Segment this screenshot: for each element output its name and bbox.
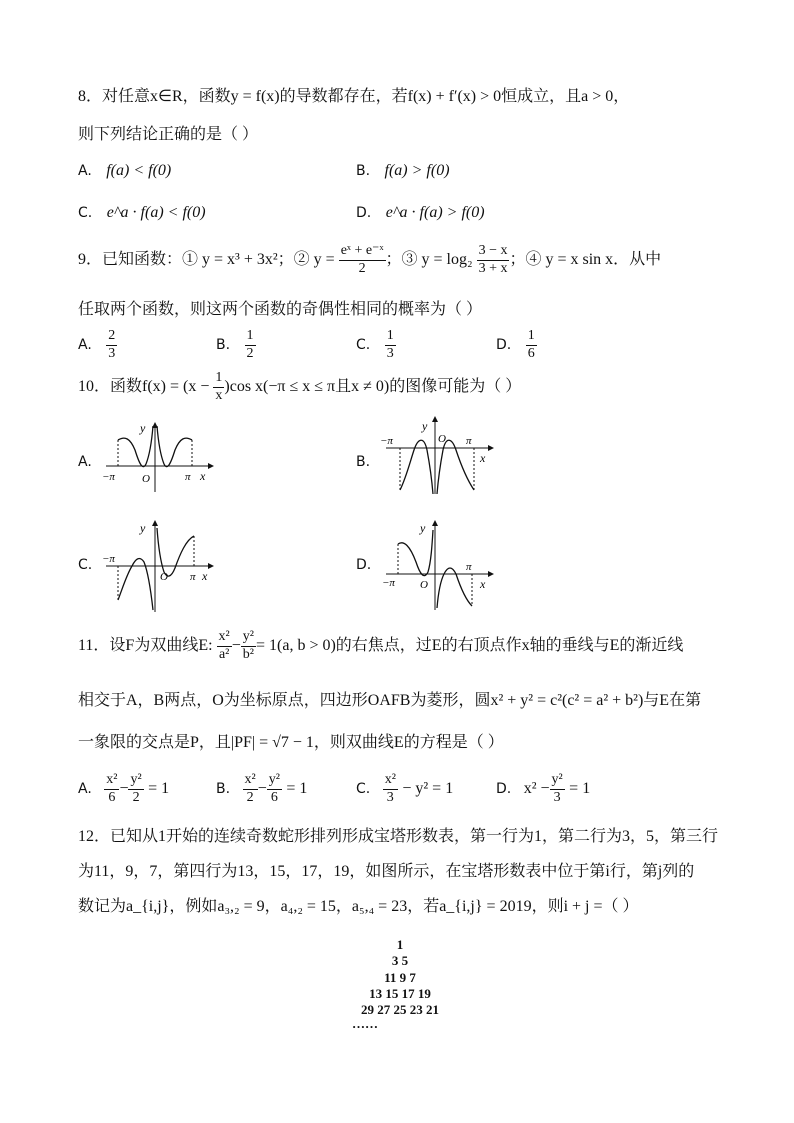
frac-num: 2 bbox=[106, 329, 117, 346]
q9-frac2 bbox=[477, 244, 510, 276]
q11-stem-b: = 1(a, b > 0)的右焦点，过E的右顶点作x轴的垂线与E的渐近线 bbox=[255, 636, 684, 654]
y-axis-arrow bbox=[432, 520, 438, 526]
q11-stem-line2: 相交于A，B两点，O为坐标原点，四边形OAFB为菱形，圆x² + y² = c²(c² = a² + b²)与E在第 bbox=[78, 692, 702, 709]
label-pi: π bbox=[466, 561, 472, 573]
option-frac bbox=[106, 329, 117, 361]
q8-option-a[interactable] bbox=[78, 163, 171, 179]
x-axis-arrow bbox=[208, 463, 214, 469]
option-label: A. bbox=[78, 163, 92, 179]
label-pi: π bbox=[185, 471, 191, 483]
frac-den: 2 bbox=[246, 789, 254, 805]
q10-graph-b bbox=[380, 416, 495, 496]
q8-option-d[interactable] bbox=[356, 205, 485, 221]
option-frac-2 bbox=[128, 773, 143, 805]
q9-option-b[interactable] bbox=[216, 329, 256, 361]
q10-number: 10． bbox=[78, 377, 111, 395]
x-axis-arrow bbox=[488, 445, 494, 451]
frac-num: 1 bbox=[213, 371, 224, 388]
option-text: f(a) > f(0) bbox=[384, 162, 450, 179]
frac-den: b² bbox=[242, 646, 254, 662]
frac-num: x² bbox=[217, 630, 232, 647]
q11-stem bbox=[78, 630, 683, 662]
option-label: C. bbox=[356, 781, 371, 798]
frac-num: x² bbox=[383, 773, 398, 790]
frac-den: 2 bbox=[132, 789, 140, 805]
option-frac bbox=[245, 329, 256, 361]
x-axis-arrow bbox=[208, 563, 214, 569]
q10-graph-a bbox=[100, 418, 215, 496]
option-label: B. bbox=[216, 337, 231, 354]
frac-den: 3 + x bbox=[478, 260, 508, 276]
pyramid-row: 1 bbox=[396, 937, 404, 952]
option-tail: = 1 bbox=[569, 780, 591, 798]
curve-right bbox=[157, 426, 192, 467]
option-frac-1 bbox=[243, 773, 258, 805]
label-x: x bbox=[480, 577, 486, 591]
curve-left bbox=[398, 530, 433, 576]
q9-option-d[interactable] bbox=[496, 329, 537, 361]
pyramid-row: 29 27 25 23 21 bbox=[361, 1002, 439, 1017]
option-text: e^a · f(a) < f(0) bbox=[106, 204, 206, 221]
frac-num: y² bbox=[550, 773, 565, 790]
curve-right bbox=[157, 528, 194, 576]
frac-num: 1 bbox=[245, 329, 256, 346]
label-y: y bbox=[422, 419, 428, 433]
y-axis-arrow bbox=[432, 416, 438, 422]
q11-option-c[interactable] bbox=[356, 773, 453, 805]
option-label: A. bbox=[78, 337, 92, 354]
y-axis-arrow bbox=[152, 520, 158, 526]
frac-num: 1 bbox=[526, 329, 537, 346]
label-neg-pi: −π bbox=[102, 553, 115, 565]
frac-den: 6 bbox=[527, 345, 535, 361]
q10-stem-a: 函数f(x) = (x − bbox=[110, 377, 210, 395]
option-label: D. bbox=[356, 205, 372, 221]
pyramid-row: 13 15 17 19 bbox=[369, 985, 431, 1001]
q8-stem bbox=[78, 89, 629, 105]
q11-option-b[interactable]: B. $\frac{\text{x²}}{2}$ − $\frac{\text{y²}}{6}$ = 1 bbox=[216, 772, 308, 805]
frac-den: 3 bbox=[386, 789, 394, 805]
q12-stem-line1 bbox=[78, 829, 718, 845]
q9-option-a[interactable] bbox=[78, 329, 117, 361]
q9-stem-b: ；③ y = log₂ bbox=[385, 250, 473, 268]
frac-num: 3 − x bbox=[477, 244, 510, 261]
q9-stem-a: 已知函数：① y = x³ + 3x²；② y = bbox=[102, 250, 335, 268]
frac-num: y² bbox=[267, 773, 282, 790]
frac-num: eˣ + e⁻ˣ bbox=[339, 244, 386, 261]
q8-option-c[interactable] bbox=[78, 205, 206, 221]
frac-den: 3 bbox=[108, 345, 116, 361]
q10-stem bbox=[78, 371, 521, 403]
label-pi: π bbox=[466, 435, 472, 447]
q9-stem-line2: 任取两个函数，则这两个函数的奇偶性相同的概率为（ ） bbox=[78, 301, 483, 318]
frac-den: a² bbox=[218, 646, 230, 662]
q10-graph-c bbox=[100, 516, 215, 614]
option-label: C. bbox=[78, 205, 93, 221]
option-tail: = 1 bbox=[148, 780, 170, 798]
label-neg-pi: −π bbox=[380, 435, 393, 447]
option-label: A. bbox=[78, 781, 92, 798]
q10-option-d[interactable]: D. bbox=[356, 557, 372, 573]
label-x: x bbox=[200, 469, 206, 483]
q11-option-a[interactable]: A. $\frac{\text{x²}}{6}$ − $\frac{\text{y²}}{2}$ = 1 bbox=[78, 772, 170, 805]
frac-den: 6 bbox=[108, 789, 116, 805]
frac-num: y² bbox=[241, 630, 256, 647]
pyramid-row: 3 5 bbox=[391, 953, 409, 969]
q12-stem-line3: 数记为a_{i,j}，例如a₃,₂ = 9，a₄,₂ = 15，a₅,₄ = 23，若a_{i,j} = 2019，则i + j =（ ） bbox=[78, 898, 639, 915]
option-frac-1 bbox=[104, 773, 119, 805]
pyramid-row: 11 9 7 bbox=[384, 969, 416, 985]
frac-den: x bbox=[215, 387, 223, 403]
option-tail: − y² = 1 bbox=[402, 780, 454, 798]
x-axis-arrow bbox=[488, 571, 494, 577]
q11-option-d[interactable] bbox=[496, 773, 590, 805]
q11-number: 11． bbox=[78, 636, 110, 654]
option-label: D. bbox=[496, 337, 512, 354]
label-y: y bbox=[140, 521, 146, 535]
frac-den: 6 bbox=[270, 789, 278, 805]
q8-stem-line2: 则下列结论正确的是（ ） bbox=[78, 126, 259, 143]
option-text: f(a) < f(0) bbox=[106, 162, 172, 179]
q9-frac1 bbox=[339, 244, 386, 276]
curve-left bbox=[118, 426, 153, 467]
q10-stem-b: )cos x(−π ≤ x ≤ π且x ≠ 0)的图像可能为（ ） bbox=[224, 377, 522, 395]
frac-den: 2 bbox=[358, 260, 366, 276]
option-label: C. bbox=[356, 337, 371, 354]
q10-graph-d bbox=[380, 516, 495, 612]
label-origin: O bbox=[438, 433, 446, 445]
q10-option-a[interactable]: A. bbox=[78, 454, 92, 470]
frac-num: x² bbox=[243, 773, 258, 790]
q10-frac bbox=[213, 371, 224, 403]
option-frac bbox=[526, 329, 537, 361]
label-origin: O bbox=[142, 473, 150, 485]
label-pi: π bbox=[190, 571, 196, 583]
frac-den: 3 bbox=[386, 345, 394, 361]
q11-frac-b bbox=[241, 630, 256, 662]
q11-stem-line3: 一象限的交点是P，且|PF| = √7 − 1，则双曲线E的方程是（ ） bbox=[78, 734, 504, 751]
frac-den: 2 bbox=[246, 345, 254, 361]
q12-stem-line2: 为11，9，7，第四行为13，15，17，19，如图所示，在宝塔形数表中位于第i行，第j列的 bbox=[78, 863, 695, 880]
option-label: B. bbox=[356, 163, 371, 179]
q9-option-c[interactable] bbox=[356, 329, 396, 361]
q9-stem bbox=[78, 244, 661, 276]
pyramid-row: …… bbox=[352, 1016, 378, 1032]
option-label: B. bbox=[216, 781, 231, 798]
q11-minus: − bbox=[231, 636, 241, 654]
q11-stem-a: 设F为双曲线E: bbox=[109, 636, 213, 654]
label-neg-pi: −π bbox=[102, 471, 115, 483]
q8-number: 8． bbox=[78, 88, 103, 105]
label-origin: O bbox=[420, 579, 428, 591]
option-tail: = 1 bbox=[286, 780, 308, 798]
label-y: y bbox=[140, 421, 146, 435]
label-x: x bbox=[202, 569, 208, 583]
frac-den: 3 bbox=[553, 789, 561, 805]
frac-num: x² bbox=[104, 773, 119, 790]
q10-option-b[interactable]: B. bbox=[356, 454, 371, 470]
option-lead: x² − bbox=[523, 780, 550, 798]
q11-frac-a bbox=[217, 630, 232, 662]
option-frac bbox=[385, 329, 396, 361]
label-x: x bbox=[480, 451, 486, 465]
option-frac-2 bbox=[550, 773, 565, 805]
label-neg-pi: −π bbox=[382, 577, 395, 589]
frac-num: y² bbox=[128, 773, 143, 790]
q8-stem-text: 对任意x∈R，函数y = f(x)的导数都存在，若f(x) + f′(x) > 0恒成立，且a > 0， bbox=[102, 88, 630, 105]
option-text: e^a · f(a) > f(0) bbox=[385, 204, 485, 221]
q12-number: 12． bbox=[78, 828, 111, 845]
q10-option-c[interactable]: C. bbox=[78, 557, 93, 573]
label-origin: O bbox=[160, 571, 168, 583]
q12-stem-1: 已知从1开始的连续奇数蛇形排列形成宝塔形数表，第一行为1，第二行为3，5，第三行 bbox=[110, 828, 719, 845]
q9-stem-c: ；④ y = x sin x．从中 bbox=[509, 250, 662, 268]
q8-option-b[interactable] bbox=[356, 163, 450, 179]
q12-number-pyramid bbox=[300, 937, 500, 1030]
option-frac-2 bbox=[267, 773, 282, 805]
frac-num: 1 bbox=[385, 329, 396, 346]
option-frac-1 bbox=[383, 773, 398, 805]
label-y: y bbox=[420, 521, 426, 535]
option-label: D. bbox=[496, 781, 512, 798]
q9-number: 9． bbox=[78, 250, 103, 268]
